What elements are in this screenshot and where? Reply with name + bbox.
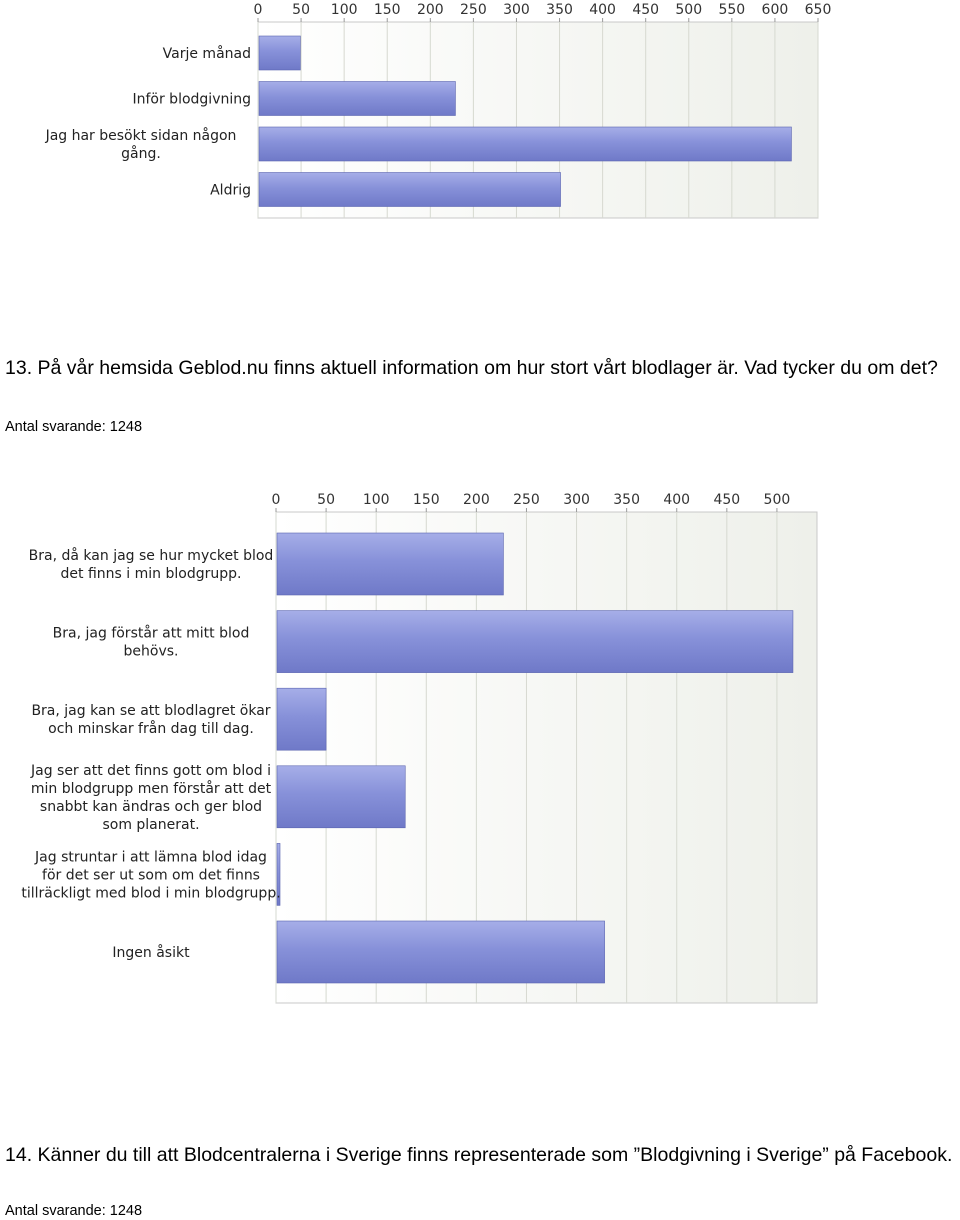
category-label: Varje månadVarje månad [162, 46, 251, 62]
tick-label: 350 [613, 492, 641, 508]
category-label: Inför blodgivningInför blodgivning [132, 91, 251, 108]
tick-label: 350 [546, 2, 573, 18]
tick-label: 450 [713, 492, 741, 508]
tick-label: 250 [460, 2, 487, 18]
category-label: Jag ser att det finns gott om blod i min blodgrupp men förstår att det snabbt kan ändras och ger blod som planerat.Jag ser att det finns gott om blod i min blodgrupp men förstår att det snabbt kan ändras och ger blod som planerat. [30, 762, 272, 833]
tick-label: 400 [589, 2, 616, 18]
bar [277, 921, 605, 983]
category-label: Bra, jag kan se att blodlagret ökar och minskar från dag till dag.Bra, jag kan se att blodlagret ökar och minskar från dag till dag. [31, 703, 271, 738]
tick-label: 200 [463, 492, 490, 508]
tick-label: 550 [718, 2, 746, 18]
tick-label: 150 [373, 2, 401, 18]
tick-label: 500 [675, 2, 703, 18]
tick-label: 50 [317, 492, 336, 508]
tick-label: 0 [271, 492, 281, 508]
tick-label: 600 [761, 2, 789, 18]
bar [277, 766, 405, 828]
category-label: Jag har besökt sidan någon gång.Jag har besökt sidan någon gång. [45, 128, 237, 162]
tick-label: 0 [253, 2, 263, 18]
category-label: AldrigAldrig [210, 182, 251, 199]
bar [277, 533, 503, 595]
tick-label: 400 [663, 492, 691, 508]
tick-label: 200 [416, 2, 444, 18]
question-13-title: 13. På vår hemsida Geblod.nu finns aktuell information om hur stort vårt blodlager är. Vad tycker du om det? [5, 357, 938, 379]
tick-label: 500 [763, 492, 791, 508]
question-14-title: 14. Känner du till att Blodcentralerna i Sverige finns representerade som ”Blodgivning i Sverige” på Facebook. [5, 1144, 953, 1166]
category-label: Bra, jag förstår att mitt blod behövs.Bra, jag förstår att mitt blod behövs. [52, 625, 250, 660]
tick-label: 100 [330, 2, 358, 18]
tick-label: 650 [804, 2, 832, 18]
tick-label: 300 [503, 2, 530, 18]
tick-label: 100 [362, 492, 390, 508]
tick-label: 150 [412, 492, 440, 508]
bar [277, 688, 326, 750]
question-13-respondents: Antal svarande: 1248 [5, 419, 143, 435]
category-label: Jag struntar i att lämna blod idag för det ser ut som om det finns tillräckligt med blod i min blodgrupp.Jag struntar i att lämna blod idag för det ser ut som om det finns tillräckligt med blod i min blodgrupp. [21, 849, 281, 902]
bar [277, 611, 793, 673]
tick-label: 50 [292, 2, 310, 18]
tick-label: 300 [563, 492, 590, 508]
question-14-respondents: Antal svarande: 1248 [5, 1203, 143, 1219]
tick-label: 250 [513, 492, 540, 508]
tick-label: 450 [632, 2, 660, 18]
category-label: Ingen åsiktIngen åsikt [112, 945, 190, 961]
category-label: Bra, då kan jag se hur mycket blod det finns i min blodgrupp.Bra, då kan jag se hur mycket blod det finns i min blodgrupp. [28, 548, 274, 582]
